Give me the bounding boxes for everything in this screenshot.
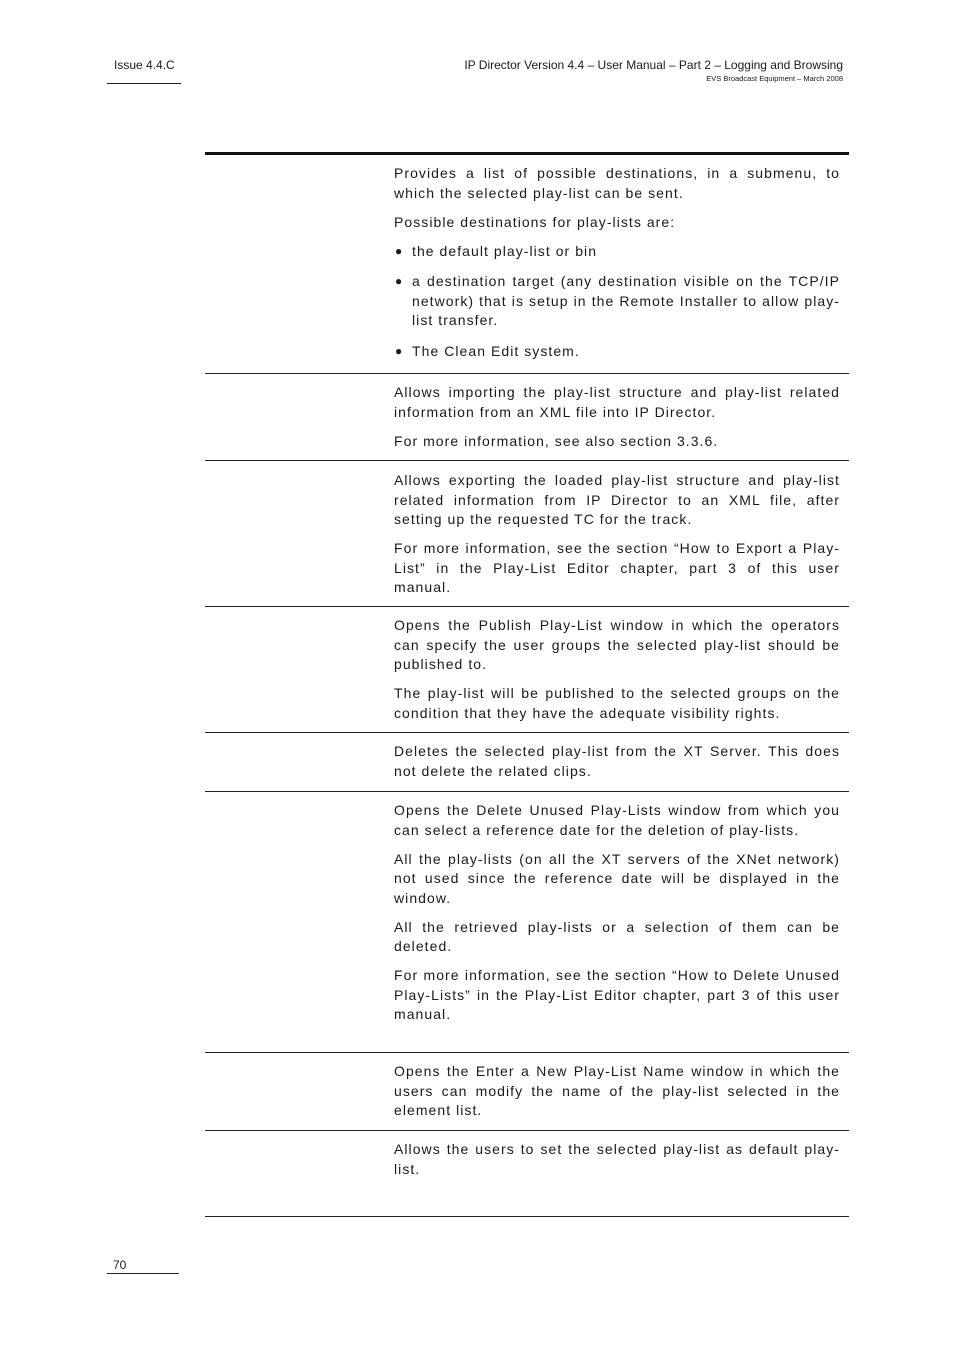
list-item: ● a destination target (any destination visible on the TCP/IP network) that is setup in the Remote Installer to allow play-list transfer. xyxy=(395,273,840,328)
row-divider xyxy=(205,606,849,607)
list-item: ● the default play-list or bin xyxy=(394,242,840,262)
row-text: For more information, see the section “How to Delete Unused Play-Lists” in the Play-List Editor chapter, part 3 of this user manual. xyxy=(394,967,840,1022)
row-text: Deletes the selected play-list from the XT Server. This does not delete the related clips. xyxy=(394,743,840,779)
bullet-icon: ● xyxy=(395,243,404,258)
table-row-publish xyxy=(394,616,840,733)
table-row-export xyxy=(394,471,840,607)
row-text: Allows the users to set the selected play-list as default play-list. xyxy=(394,1141,840,1177)
row-divider xyxy=(205,460,849,461)
row-text: Allows exporting the loaded play-list structure and play-list related information from IP Director to an XML file, after setting up the requested TC for the track. xyxy=(394,472,840,527)
document-subtitle: EVS Broadcast Equipment – March 2008 xyxy=(706,74,843,83)
page-number-underline xyxy=(107,1273,179,1274)
page-number: 70 xyxy=(113,1258,127,1272)
row-text: Opens the Publish Play-List window in which the operators can specify the user groups the selected play-list should be published to. xyxy=(394,617,840,672)
row-text: The play-list will be published to the selected groups on the condition that they have the adequate visibility rights. xyxy=(394,685,840,721)
table-row-delete xyxy=(394,742,840,791)
bullet-icon: ● xyxy=(395,343,404,358)
row-text: Opens the Delete Unused Play-Lists window from which you can select a reference date for the deletion of play-lists. xyxy=(394,802,840,838)
row-text: Provides a list of possible destinations, in a submenu, to which the selected play-list can be sent. xyxy=(394,165,840,201)
row-divider xyxy=(205,373,849,374)
row-divider xyxy=(205,1130,849,1131)
row-divider xyxy=(205,1052,849,1053)
row-divider xyxy=(205,732,849,733)
row-text: All the retrieved play-lists or a selection of them can be deleted. xyxy=(394,918,840,954)
destination-list xyxy=(394,242,840,362)
row-text: For more information, see also section 3.3.6. xyxy=(394,432,719,449)
bullet-icon: ● xyxy=(395,274,404,288)
table-row-import xyxy=(394,383,840,461)
row-divider xyxy=(205,791,849,792)
issue-label: Issue 4.4.C xyxy=(114,58,175,72)
row-text: Possible destinations for play-lists are: xyxy=(394,213,676,230)
table-bottom-rule xyxy=(205,1216,849,1217)
row-text: Allows importing the play-list structure and play-list related information from an XML file into IP Director. xyxy=(394,384,840,420)
table-row-set-default xyxy=(394,1140,840,1189)
document-title: IP Director Version 4.4 – User Manual – Part 2 – Logging and Browsing xyxy=(464,58,843,72)
row-text: Opens the Enter a New Play-List Name window in which the users can modify the name of the play-list selected in the element list. xyxy=(394,1063,840,1118)
row-text: All the play-lists (on all the XT servers of the XNet network) not used since the reference date will be displayed in the window. xyxy=(394,850,840,906)
list-item: ● The Clean Edit system. xyxy=(394,342,840,362)
table-top-rule xyxy=(205,152,849,155)
table-row-send-to xyxy=(394,164,840,372)
table-row-delete-unused xyxy=(394,801,840,1034)
table-row-rename xyxy=(394,1062,840,1130)
issue-underline xyxy=(107,83,181,84)
row-text: For more information, see the section “How to Export a Play-List” in the Play-List Editor chapter, part 3 of this user manual. xyxy=(394,540,840,595)
